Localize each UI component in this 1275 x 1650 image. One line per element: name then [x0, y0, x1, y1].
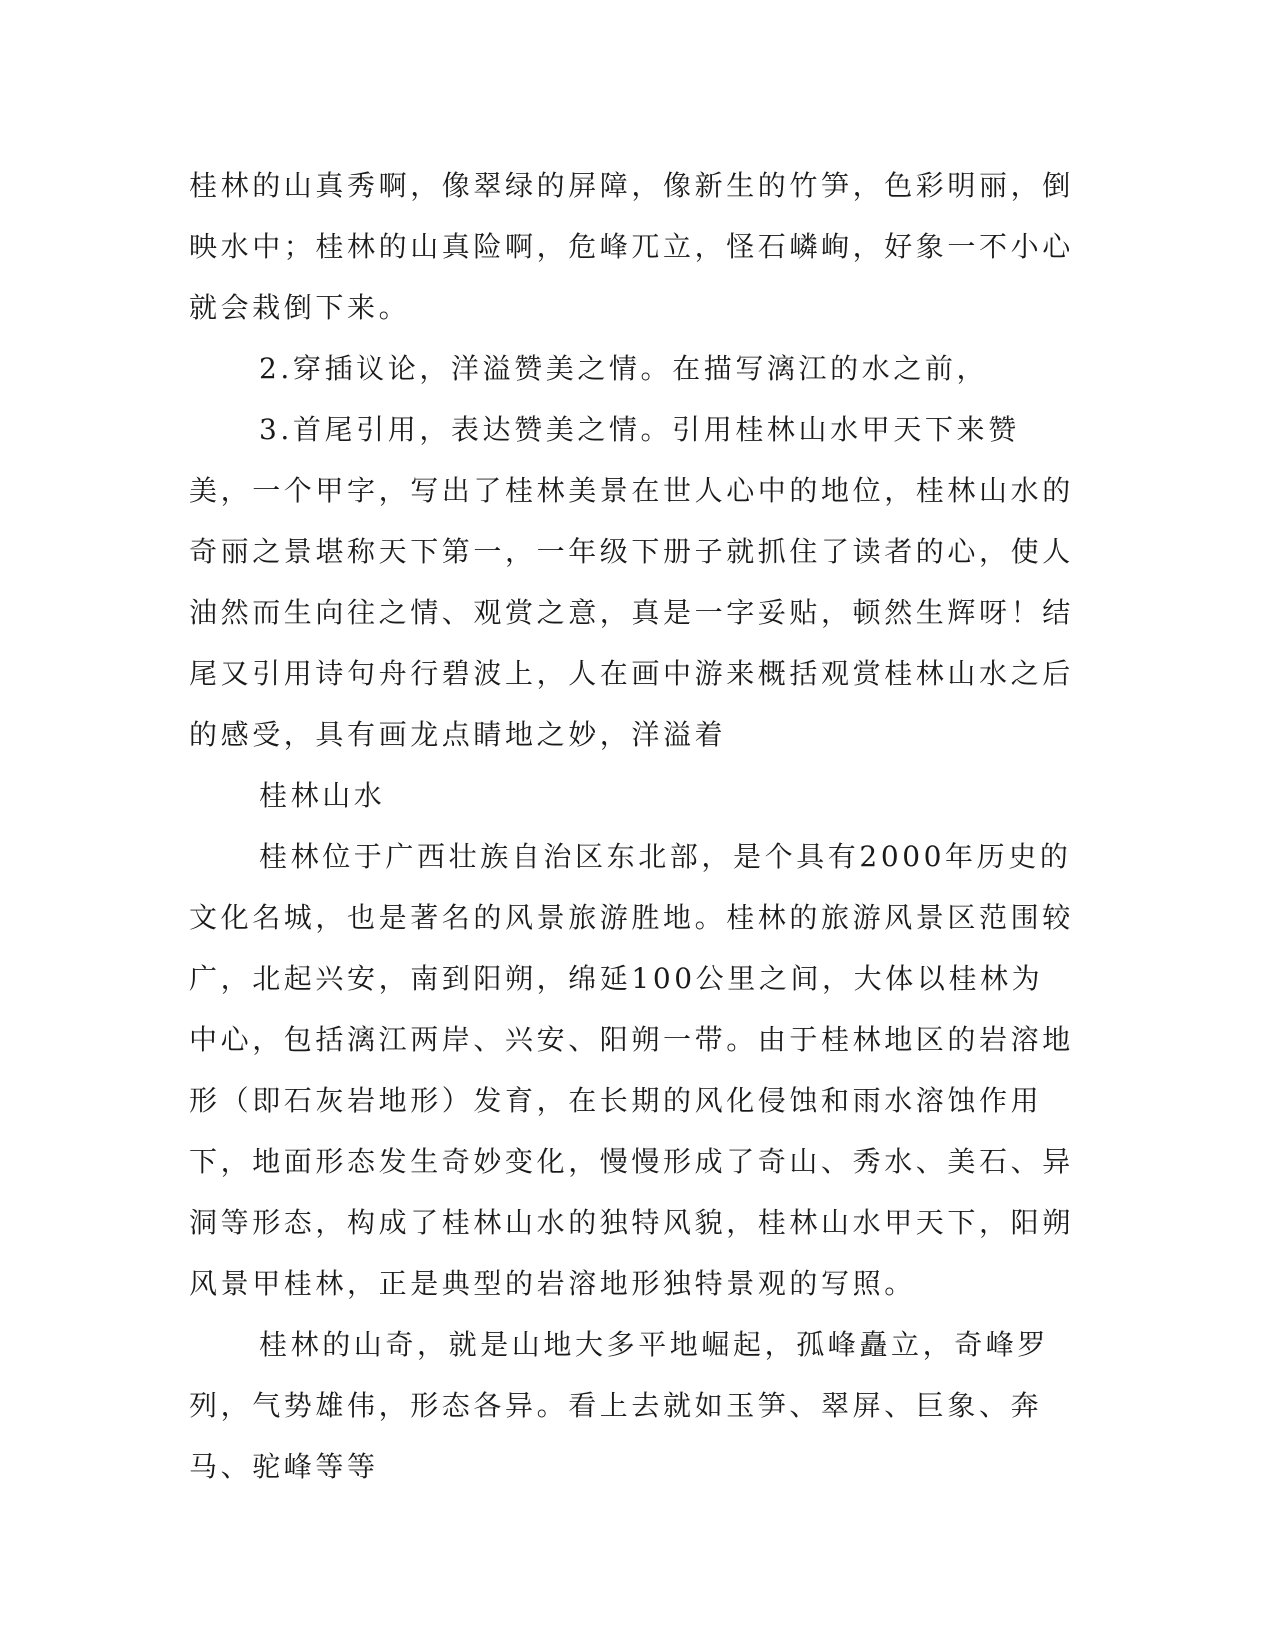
- section-heading: 桂林山水: [259, 779, 386, 812]
- paragraph-guilin-intro: 桂林位于广西壮族自治区东北部，是个具有2000年历史的文化名城，也是著名的风景旅游胜地。桂林的旅游风景区范围较广，北起兴安，南到阳朔，绵延100公里之间，大体以桂林为中心，包括漓江两岸、兴安、阳朔一带。由于桂林地区的岩溶地形（即石灰岩地形）发育，在长期的风化侵蚀和雨水溶蚀作用下，地面形态发生奇妙变化，慢慢形成了奇山、秀水、美石、异洞等形态，构成了桂林山水的独特风貌，桂林山水甲天下，阳朔风景甲桂林，正是典型的岩溶地形独特景观的写照。: [189, 840, 1074, 1300]
- paragraph-point-3: 3.首尾引用，表达赞美之情。引用桂林山水甲天下来赞美，一个甲字，写出了桂林美景在世人心中的地位，桂林山水的奇丽之景堪称天下第一，一年级下册子就抓住了读者的心，使人油然而生向往之情、观赏之意，真是一字妥贴，顿然生辉呀！结尾又引用诗句舟行碧波上，人在画中游来概括观赏桂林山水之后的感受，具有画龙点睛地之妙，洋溢着: [189, 413, 1074, 751]
- document-body: [189, 155, 1074, 1497]
- paragraph-point-2: 2.穿插议论，洋溢赞美之情。在描写漓江的水之前，: [259, 352, 989, 385]
- paragraph-guilin-mountains-unique: 桂林的山奇，就是山地大多平地崛起，孤峰矗立，奇峰罗列，气势雄伟，形态各异。看上去就如玉笋、翠屏、巨象、奔马、驼峰等等: [189, 1328, 1050, 1483]
- paragraph-guilin-mountains-description: 桂林的山真秀啊，像翠绿的屏障，像新生的竹笋，色彩明丽，倒映水中；桂林的山真险啊，危峰兀立，怪石嶙峋，好象一不小心就会栽倒下来。: [189, 169, 1074, 324]
